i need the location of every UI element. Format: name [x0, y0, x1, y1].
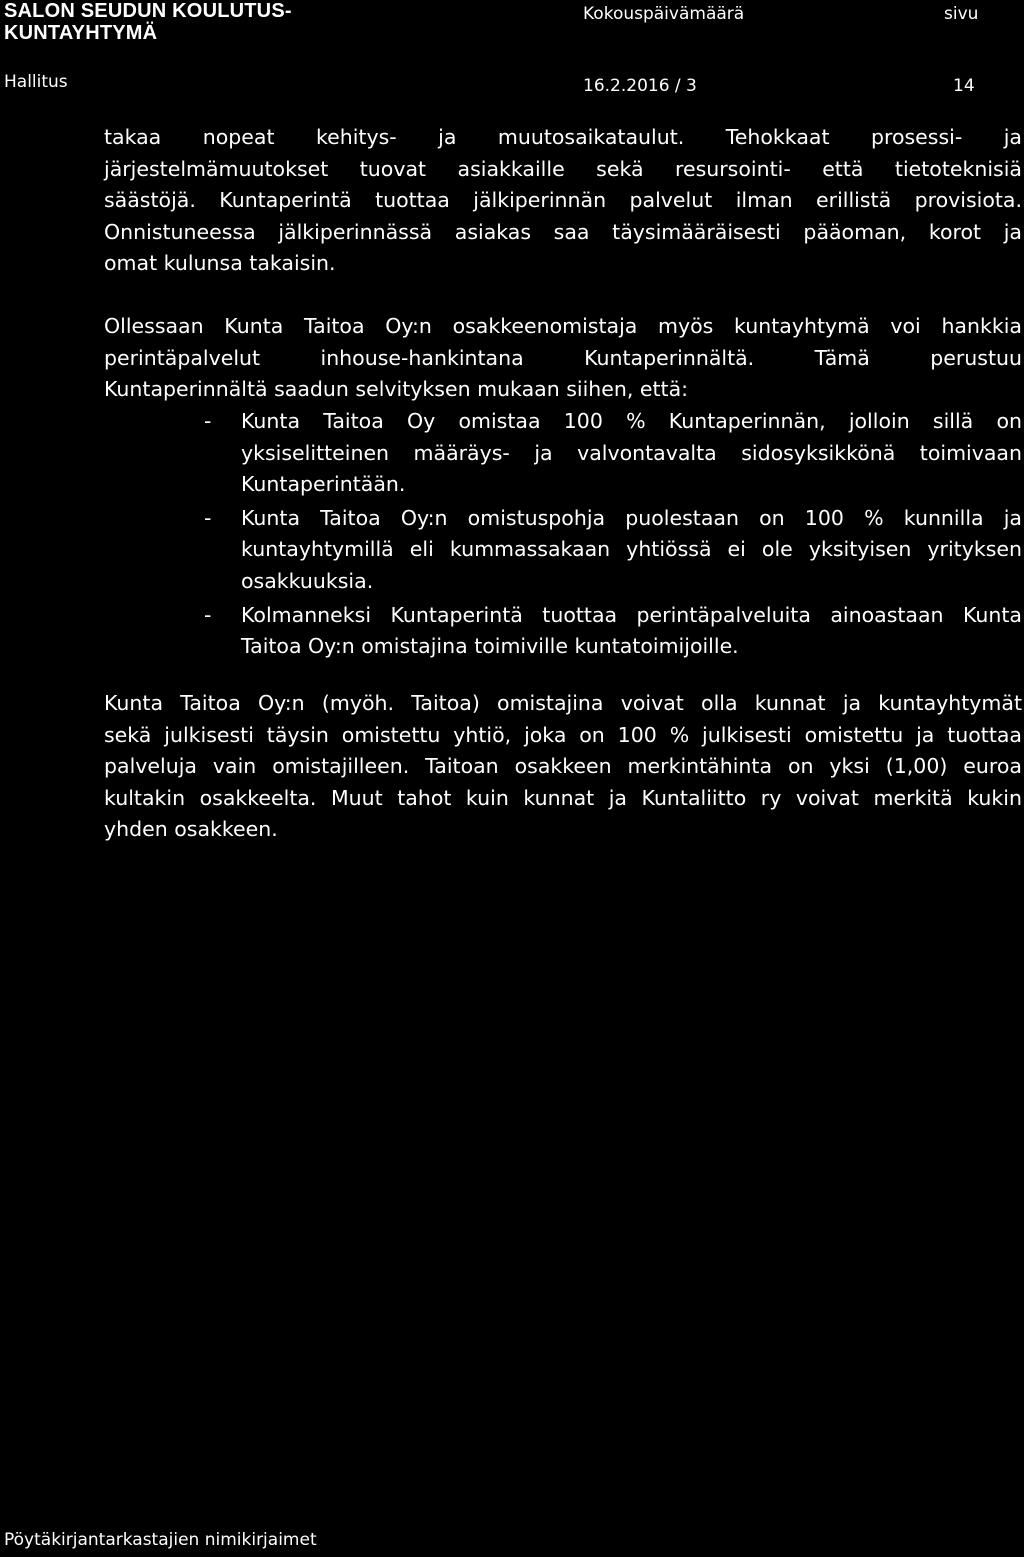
page-number: 14: [953, 76, 975, 96]
bullet-line: Kuntaperintään.: [241, 472, 406, 497]
paragraph-line: palveluja vain omistajilleen. Taitoan osakkeen merkintähinta on yksi (1,00) euroa: [104, 754, 1022, 779]
paragraph-line: Ollessaan Kunta Taitoa Oy:n osakkeenomistaja myös kuntayhtymä voi hankkia: [104, 314, 1022, 338]
page-label: sivu: [944, 4, 979, 24]
bullet-line: Kolmanneksi Kuntaperintä tuottaa perintäpalveluita ainoastaan Kunta: [241, 602, 1022, 627]
bullet-line: Kunta Taitoa Oy omistaa 100 % Kuntaperinnän, jolloin sillä on: [241, 409, 1022, 433]
bullet-line: Taitoa Oy:n omistajina toimiville kuntatoimijoille.: [241, 634, 739, 659]
paragraph-line: järjestelmämuutokset tuovat asiakkaille sekä resursointi- että tietoteknisiä: [104, 156, 1022, 181]
body-name: Hallitus: [4, 72, 68, 92]
paragraph-line: säästöjä. Kuntaperintä tuottaa jälkiperinnän palvelut ilman erillistä provisiota.: [104, 188, 1022, 213]
bullet-line: Kunta Taitoa Oy:n omistuspohja puolestaan on 100 % kunnilla ja: [241, 505, 1022, 530]
paragraph-line: sekä julkisesti täysin omistettu yhtiö, joka on 100 % julkisesti omistettu ja tuottaa: [104, 722, 1022, 747]
paragraph-line: takaa nopeat kehitys- ja muutosaikataulut. Tehokkaat prosessi- ja: [104, 125, 1022, 149]
meeting-date-label: Kokouspäivämäärä: [583, 4, 745, 24]
bullet-dash: -: [204, 409, 212, 433]
paragraph-line: yhden osakkeen.: [104, 817, 278, 842]
meeting-date-value: 16.2.2016 / 3: [583, 76, 697, 96]
bullet-line: osakkuuksia.: [241, 568, 374, 593]
paragraph-line: Onnistuneessa jälkiperinnässä asiakas saa täysimääräisesti pääoman, korot ja: [104, 219, 1022, 244]
bullet-list: [104, 406, 1022, 665]
bullet-item: [104, 406, 1022, 501]
bullet-line: kuntayhtymillä eli kummassakaan yhtiössä ei ole yksityisen yrityksen: [241, 537, 1022, 562]
paragraph-line: perintäpalvelut inhouse-hankintana Kuntaperinnältä. Tämä perustuu: [104, 345, 1022, 370]
bullet-line: yksiselitteinen määräys- ja valvontavalta sidosyksikkönä toimivaan: [241, 440, 1022, 465]
organization-name-line1: SALON SEUDUN KOULUTUS-: [4, 0, 292, 22]
organization-name: [4, 0, 292, 44]
bullet-dash: -: [204, 505, 212, 530]
paragraph-line: Kunta Taitoa Oy:n (myöh. Taitoa) omistajina voivat olla kunnat ja kuntayhtymät: [104, 691, 1022, 715]
paragraph-3: [104, 688, 1022, 846]
paragraph-line: omat kulunsa takaisin.: [104, 251, 336, 276]
organization-name-line2: KUNTAYHTYMÄ: [4, 22, 158, 44]
bullet-item: [104, 503, 1022, 598]
bullet-item: [104, 600, 1022, 663]
paragraph-line: kultakin osakkeelta. Muut tahot kuin kunnat ja Kuntaliitto ry voivat merkitä kukin: [104, 785, 1022, 810]
paragraph-1: [104, 122, 1022, 280]
bullet-dash: -: [204, 602, 212, 627]
paragraph-line: Kuntaperinnältä saadun selvityksen mukaan siihen, että:: [104, 377, 689, 402]
signature-initials-label: Pöytäkirjantarkastajien nimikirjaimet: [4, 1530, 317, 1550]
paragraph-2: [104, 311, 1022, 406]
